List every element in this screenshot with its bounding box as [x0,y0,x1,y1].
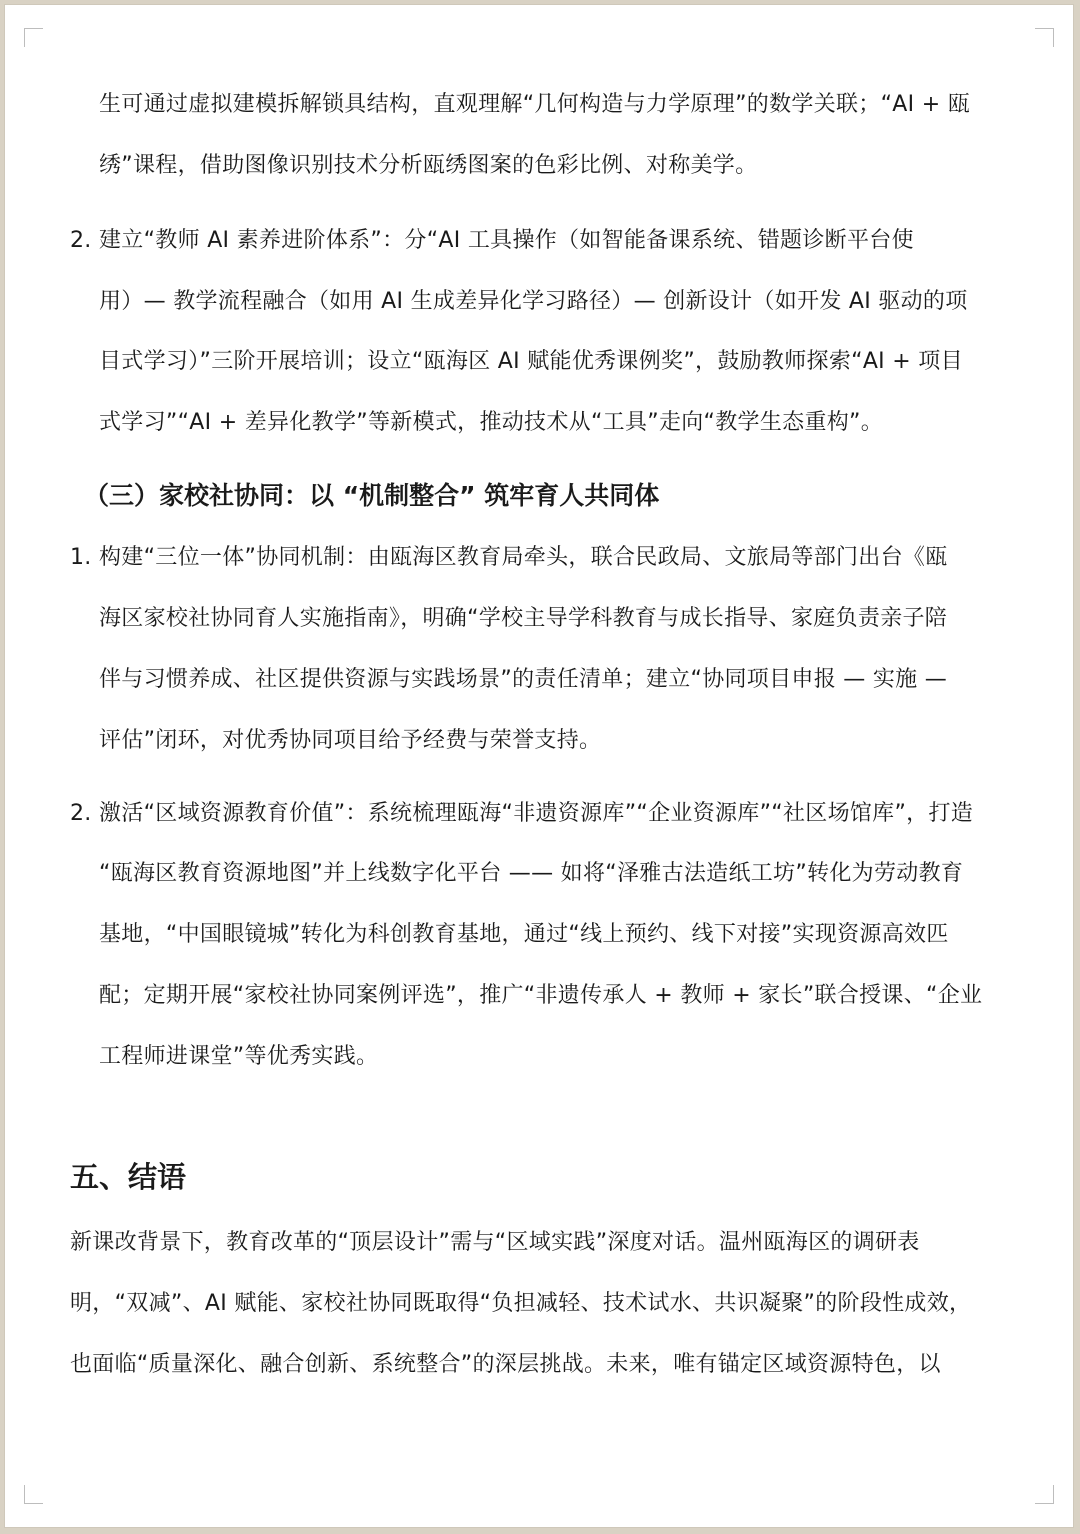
subheading: （三）家校社协同：以 “机制整合” 筑牢育人共同体 [84,481,660,510]
paragraph-line: 构建“三位一体”协同机制：由瓯海区教育局牵头，联合民政局、文旅局等部门出台《瓯 [99,545,948,570]
paragraph-line: 生可通过虚拟建模拆解锁具结构，直观理解“几何构造与力学原理”的数学关联；“AI + 瓯 [99,92,971,117]
section-title: 五、结语 [70,1160,187,1194]
paragraph-line: 目式学习）”三阶开展培训；设立“瓯海区 AI 赋能优秀课例奖”，鼓励教师探索“AI + 项目 [99,349,963,374]
paragraph-line: “瓯海区教育资源地图”并上线数字化平台 —— 如将“泽雅古法造纸工坊”转化为劳动教育 [99,861,964,886]
paragraph-line: 伴与习惯养成、社区提供资源与实践场景”的责任清单；建立“协同项目申报 — 实施 — [99,667,948,692]
paragraph-line: 用）— 教学流程融合（如用 AI 生成差异化学习路径）— 创新设计（如开发 AI 驱动的项 [99,289,968,314]
list-number: 2. [70,228,92,253]
paragraph-line: 也面临“质量深化、融合创新、系统整合”的深层挑战。未来，唯有锚定区域资源特色，以 [70,1352,941,1377]
crop-mark-top-right [1035,28,1054,47]
paragraph-line: 激活“区域资源教育价值”：系统梳理瓯海“非遗资源库”“企业资源库”“社区场馆库”，打造 [99,801,974,826]
paragraph-line: 式学习”“AI + 差异化教学”等新模式，推动技术从“工具”走向“教学生态重构”。 [99,410,884,435]
paragraph-line: 配；定期开展“家校社协同案例评选”，推广“非遗传承人 + 教师 + 家长”联合授课、“企业 [99,983,983,1008]
paragraph-line: 基地，“中国眼镜城”转化为科创教育基地，通过“线上预约、线下对接”实现资源高效匹 [99,922,949,947]
document-page [4,4,1074,1528]
paragraph-line: 评估”闭环，对优秀协同项目给予经费与荣誉支持。 [99,728,602,753]
paragraph-line: 绣”课程，借助图像识别技术分析瓯绣图案的色彩比例、对称美学。 [99,153,758,178]
paragraph-line: 工程师进课堂”等优秀实践。 [99,1044,379,1069]
list-number: 2. [70,801,92,826]
paragraph-line: 海区家校社协同育人实施指南》，明确“学校主导学科教育与成长指导、家庭负责亲子陪 [99,606,948,631]
paragraph-line: 建立“教师 AI 素养进阶体系”：分“AI 工具操作（如智能备课系统、错题诊断平台使 [99,228,914,253]
crop-mark-top-left [24,28,43,47]
crop-mark-bottom-right [1035,1485,1054,1504]
crop-mark-bottom-left [24,1485,43,1504]
list-number: 1. [70,545,92,570]
paragraph-line: 明，“双减”、AI 赋能、家校社协同既取得“负担减轻、技术试水、共识凝聚”的阶段性成效， [70,1291,972,1316]
paragraph-line: 新课改背景下，教育改革的“顶层设计”需与“区域实践”深度对话。温州瓯海区的调研表 [70,1230,920,1255]
